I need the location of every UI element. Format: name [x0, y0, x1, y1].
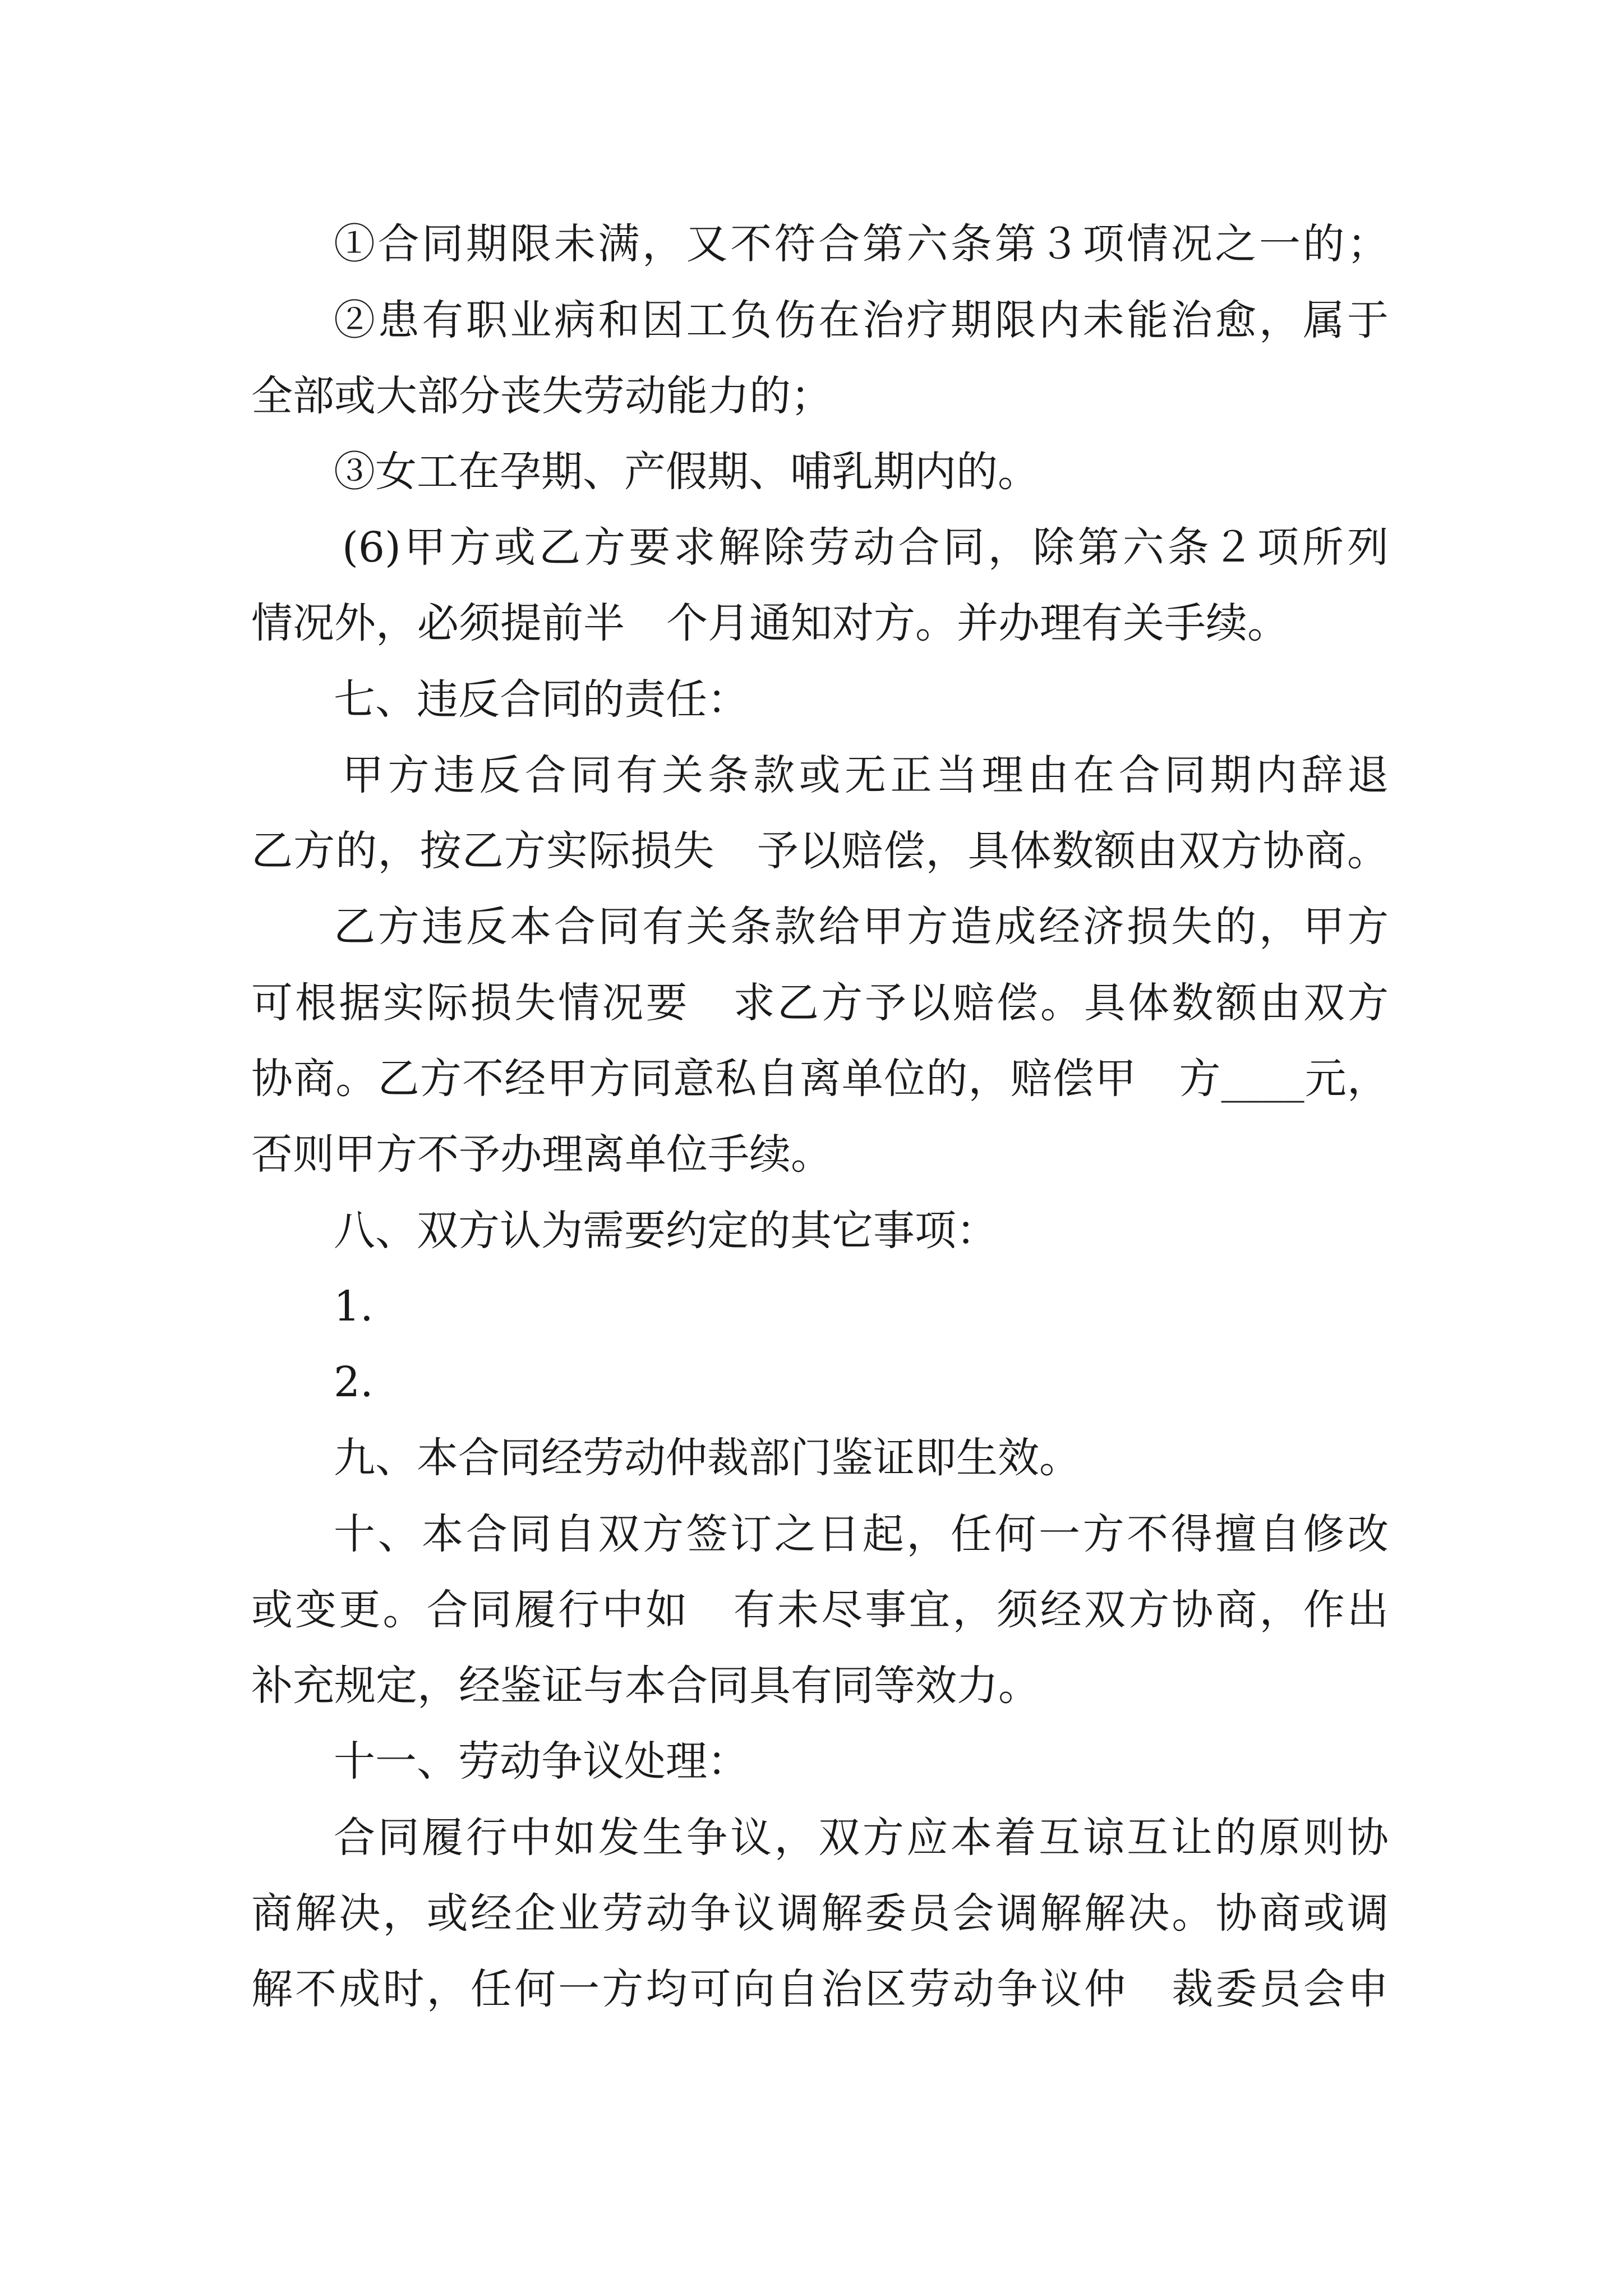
text-line-9: 乙方的，按乙方实际损失 予以赔偿，具体数额由双方协商。	[251, 827, 1389, 875]
text-line-13: 否则甲方不予办理离单位手续。	[251, 1130, 832, 1179]
text-line-24: 解不成时，任何一方均可向自治区劳动争议仲 裁委员会申	[251, 1965, 1389, 2013]
text-line-5: (6)甲方或乙方要求解除劳动合同，除第六条２项所列	[342, 523, 1389, 572]
text-line-19: 或变更。合同履行中如 有未尽事宜，须经双方协商，作出	[251, 1586, 1389, 1634]
section-heading-9: 九、本合同经劳动仲裁部门鉴证即生效。	[334, 1434, 1081, 1482]
text-line-3: 全部或大部分丧失劳动能力的；	[251, 372, 832, 420]
text-line-20: 补充规定，经鉴证与本合同具有同等效力。	[251, 1662, 1040, 1710]
text-line-23: 商解决，或经企业劳动争议调解委员会调解解决。协商或调	[251, 1889, 1389, 1938]
text-line-11: 可根据实际损失情况要 求乙方予以赔偿。具体数额由双方	[251, 979, 1389, 1027]
section-heading-11: 十一、劳动争议处理：	[334, 1737, 749, 1786]
list-item-1: 1.	[334, 1282, 374, 1331]
text-line-22: 合同履行中如发生争议，双方应本着互谅互让的原则协	[334, 1814, 1389, 1862]
text-line-10: 乙方违反本合同有关条款给甲方造成经济损失的，甲方	[334, 903, 1389, 951]
list-item-2: 2.	[334, 1358, 374, 1406]
section-heading-7: 七、违反合同的责任：	[334, 675, 749, 724]
text-line-6: 情况外，必须提前半 个月通知对方。并办理有关手续。	[251, 599, 1289, 647]
text-line-4: ③女工在孕期、产假期、哺乳期内的。	[334, 448, 1039, 496]
section-heading-8: 八、双方认为需要约定的其它事项：	[334, 1207, 998, 1255]
text-line-8: 甲方违反合同有关条款或无正当理由在合同期内辞退	[342, 751, 1389, 799]
text-line-18: 十、本合同自双方签订之日起，任何一方不得擅自修改	[334, 1510, 1389, 1558]
text-line-1: ①合同期限未满，又不符合第六条第３项情况之一的；	[334, 220, 1389, 268]
text-line-2: ②患有职业病和因工负伤在治疗期限内未能治愈，属于	[334, 296, 1389, 344]
text-line-12: 协商。乙方不经甲方同意私自离单位的，赔偿甲 方____元，	[251, 1055, 1389, 1103]
